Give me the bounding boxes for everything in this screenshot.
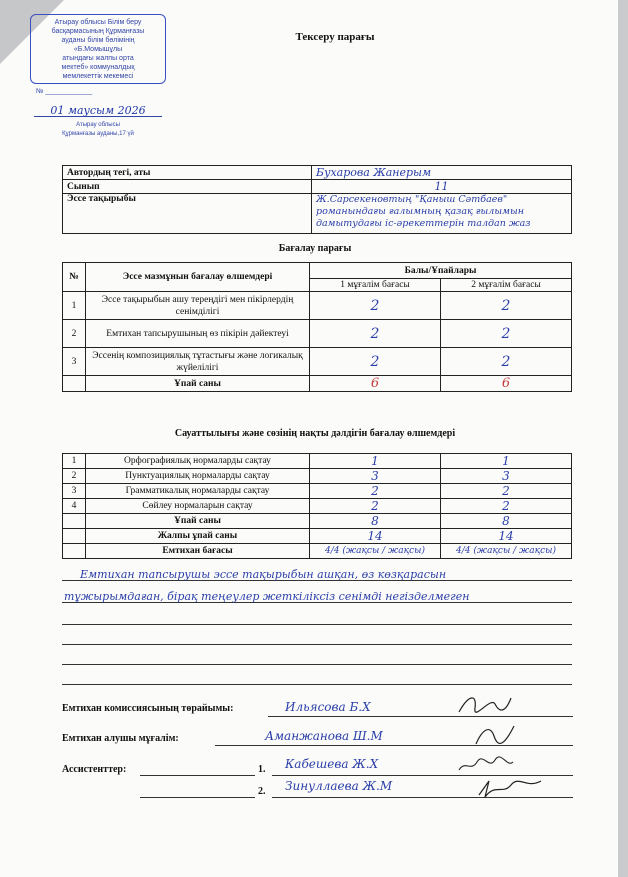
score-teacher1: 2 [310, 348, 441, 376]
stamp-number: № ____________ [36, 88, 93, 95]
criterion: Сөйлеу нормаларын сақтау [86, 499, 310, 514]
comment-line: Емтихан тапсырушы эссе тақырыбын ашқан, өз көзқарасын [80, 568, 447, 581]
criterion: Пунктуациялық нормаларды сақтау [86, 469, 310, 484]
score-teacher2: 2 [441, 348, 572, 376]
page-title: Тексеру парағы [295, 31, 375, 43]
class-label: Сынып [63, 180, 312, 194]
literacy-title: Сауаттылығы және сөзінің нақты дәлдігін бағалау өлшемдері [174, 428, 456, 439]
total-label: Ұпай саны [86, 514, 310, 529]
comment-line: тұжырымдаған, бірақ теңеулер жеткіліксіз сенімді негізделмеген [64, 590, 470, 603]
topic-value: Ж.Сарсекеновтың "Қаныш Сәтбаев" романындағы ғалымның қазақ ғылымын дамытудағы іс-әрекеттерін талдап жаз [312, 194, 572, 234]
assistant2-name: Зинуллаева Ж.М [285, 779, 393, 793]
stamp-line: «Б.Момышұлы [73, 46, 123, 53]
score-teacher1: 3 [310, 469, 441, 484]
row-number: 3 [63, 348, 86, 376]
row-number: 3 [63, 484, 86, 499]
assistant1-number: 1. [258, 764, 266, 775]
topic-label: Эссе тақырыбы [63, 194, 312, 234]
criterion: Эссенің композициялық тұтастығы және логикалық жүйелілігі [86, 348, 310, 376]
total-teacher2: 6 [441, 376, 572, 392]
row-number: 2 [63, 469, 86, 484]
total-label: Ұпай саны [86, 376, 310, 392]
total-teacher1: 6 [310, 376, 441, 392]
literacy-grading-table [62, 453, 572, 559]
score-teacher1: 2 [310, 484, 441, 499]
score-teacher2: 3 [441, 469, 572, 484]
grade-teacher2: 4/4 (жақсы / жақсы) [441, 544, 572, 559]
criterion: Эссе тақырыбын ашу тереңдігі мен пікірлердің сенімділігі [86, 292, 310, 320]
score-teacher2: 2 [441, 320, 572, 348]
stamp-line: басқармасының Құрманғазы [51, 28, 145, 35]
assistant2-number: 2. [258, 786, 266, 797]
row-number: 1 [63, 292, 86, 320]
stamp-line: ауданы білім бөлімінің [61, 37, 135, 44]
stamp-frame [30, 14, 166, 84]
score-teacher1: 1 [310, 454, 441, 469]
table-row [63, 292, 572, 320]
chair-signature [455, 690, 515, 720]
table-total-row [63, 376, 572, 392]
table-row [63, 484, 572, 499]
table-row [63, 320, 572, 348]
table-row [63, 180, 572, 194]
col-teacher2: 2 мұғалім бағасы [441, 279, 572, 292]
stamp-line: мектеб» коммуналдық [61, 64, 135, 71]
teacher-name: Аманжанова Ш.М [265, 729, 383, 743]
total-teacher1: 8 [310, 514, 441, 529]
row-number: 2 [63, 320, 86, 348]
score-teacher1: 2 [310, 320, 441, 348]
table-overall-row [63, 529, 572, 544]
school-stamp [30, 14, 166, 142]
content-grading-table [62, 262, 572, 392]
teacher-signature [470, 720, 520, 750]
col-scores: Балы/Ұпайлары [310, 263, 572, 279]
grading-title: Бағалау парағы [278, 243, 352, 254]
criterion: Емтихан тапсырушының өз пікірін дәйектеуі [86, 320, 310, 348]
assistants-label: Ассистенттер: [62, 764, 127, 775]
table-header-row [63, 263, 572, 279]
table-row [63, 454, 572, 469]
table-row [63, 469, 572, 484]
overall-teacher2: 14 [441, 529, 572, 544]
score-teacher2: 1 [441, 454, 572, 469]
overall-teacher1: 14 [310, 529, 441, 544]
score-teacher2: 2 [441, 499, 572, 514]
stamp-line: Атырау облысы Білім беру [54, 19, 142, 26]
col-criteria: Эссе мазмұнын бағалау өлшемдері [86, 263, 310, 292]
class-value: 11 [312, 180, 572, 194]
table-row [63, 194, 572, 234]
table-row [63, 166, 572, 180]
stamp-line: мемлекеттік мекемесі [62, 73, 134, 80]
author-label: Автордың тегі, аты [63, 166, 312, 180]
table-total-row [63, 514, 572, 529]
grade-label: Емтихан бағасы [86, 544, 310, 559]
col-teacher1: 1 мұғалім бағасы [310, 279, 441, 292]
row-number: 4 [63, 499, 86, 514]
table-row [63, 499, 572, 514]
stamp-line: атындағы жалпы орта [62, 55, 134, 62]
student-info-table [62, 165, 572, 234]
criterion: Грамматикалық нормаларды сақтау [86, 484, 310, 499]
grade-teacher1: 4/4 (жақсы / жақсы) [310, 544, 441, 559]
author-value: Бухарова Жанерым [312, 166, 572, 180]
overall-label: Жалпы ұпай саны [86, 529, 310, 544]
table-grade-row [63, 544, 572, 559]
teacher-label: Емтихан алушы мұғалім: [62, 733, 179, 744]
assistant1-name: Кабешева Ж.Х [285, 757, 379, 771]
assistant2-signature [475, 775, 545, 803]
score-teacher1: 2 [310, 499, 441, 514]
table-row [63, 348, 572, 376]
criterion: Орфографиялық нормаларды сақтау [86, 454, 310, 469]
chair-label: Емтихан комиссиясының төрайымы: [62, 703, 234, 714]
chair-name: Ильясова Б.Х [285, 700, 371, 714]
stamp-date: 01 маусым 2026 [50, 104, 146, 117]
col-number: № [63, 263, 86, 292]
score-teacher2: 2 [441, 484, 572, 499]
score-teacher1: 2 [310, 292, 441, 320]
stamp-footer: Атырау облысы Құрманғазы ауданы,17 үй [62, 122, 134, 137]
score-teacher2: 2 [441, 292, 572, 320]
total-teacher2: 8 [441, 514, 572, 529]
row-number: 1 [63, 454, 86, 469]
